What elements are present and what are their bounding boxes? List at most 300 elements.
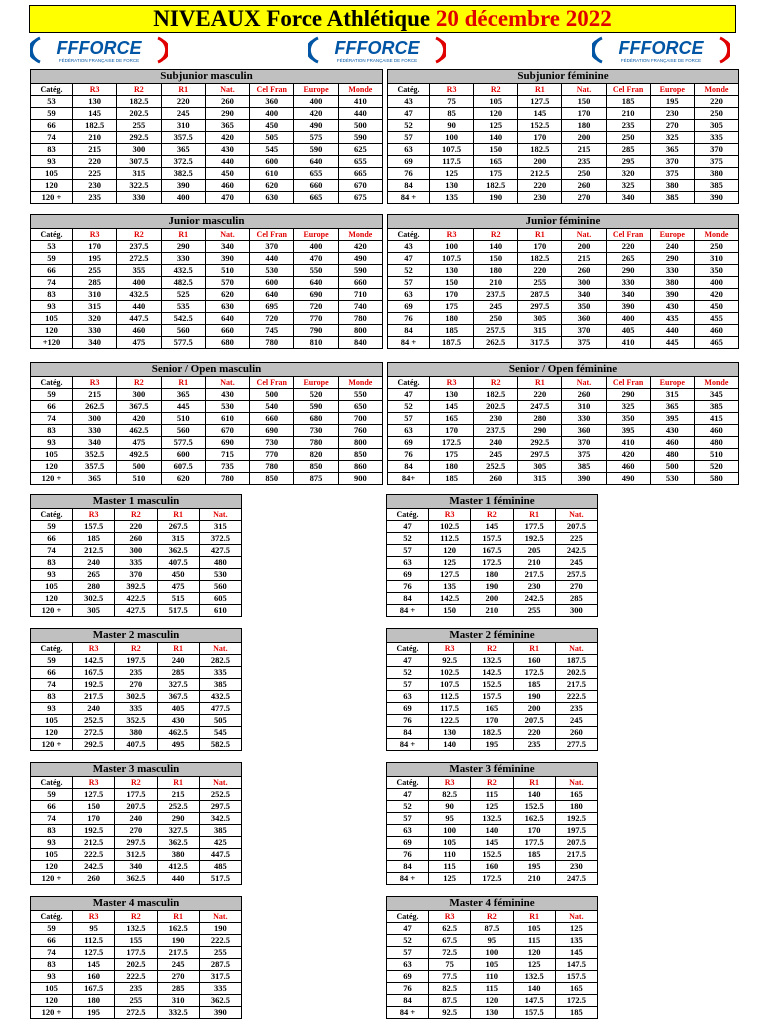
category-cell: 74 [31,813,73,825]
category-cell: 120 [31,861,73,873]
value-cell: 432.5 [117,289,161,301]
value-cell: 150 [474,144,518,156]
value-cell: 370 [562,437,606,449]
value-cell: 270 [157,971,199,983]
logo-name: FFFORCE [334,38,420,58]
table-row [31,861,242,873]
category-cell: 120 + [31,873,73,885]
value-cell: 250 [474,313,518,325]
category-cell: 59 [31,521,73,533]
value-cell: 780 [205,473,249,485]
column-header: Monde [694,84,738,96]
value-cell: 260 [474,473,518,485]
value-cell: 390 [562,473,606,485]
value-cell: 365 [650,401,694,413]
value-cell: 95 [73,923,115,935]
value-cell: 255 [73,265,117,277]
value-cell: 107.5 [429,679,471,691]
table-title: Master 3 féminine [387,763,598,777]
value-cell: 282.5 [199,655,241,667]
column-header: Catég. [31,84,73,96]
value-cell: 222.5 [115,971,157,983]
value-cell: 510 [694,449,738,461]
value-cell: 267.5 [157,521,199,533]
value-cell: 577.5 [161,337,205,349]
value-cell: 172.5 [430,437,474,449]
value-cell: 105 [471,959,513,971]
value-cell: 310 [157,995,199,1007]
value-cell: 202.5 [555,667,597,679]
value-cell: 130 [430,389,474,401]
category-cell: 83 [31,557,73,569]
value-cell: 215 [562,144,606,156]
value-cell: 250 [562,168,606,180]
value-cell: 370 [694,144,738,156]
table-row [31,739,242,751]
value-cell: 315 [117,168,161,180]
value-cell: 407.5 [115,739,157,751]
value-cell: 217.5 [157,947,199,959]
value-cell: 390 [161,180,205,192]
value-cell: 307.5 [117,156,161,168]
value-cell: 185 [555,1007,597,1019]
value-cell: 475 [157,581,199,593]
column-header: Catég. [31,643,73,655]
value-cell: 180 [430,461,474,473]
value-cell: 182.5 [474,180,518,192]
category-cell: 84 [387,995,429,1007]
table-row [388,144,739,156]
value-cell: 605 [199,593,241,605]
value-cell: 205 [513,545,555,557]
category-cell: 47 [387,655,429,667]
table-row [31,401,383,413]
column-header: Catég. [31,911,73,923]
value-cell: 440 [338,108,382,120]
table-title: Senior / Open masculin [31,363,383,377]
value-cell: 237.5 [474,425,518,437]
table-row [388,437,739,449]
table-header-row [31,643,242,655]
value-cell: 290 [518,425,562,437]
value-cell: 590 [294,401,338,413]
table-row [387,703,598,715]
value-cell: 690 [250,425,294,437]
category-cell: 76 [387,715,429,727]
value-cell: 182.5 [117,96,161,108]
category-cell: 47 [387,923,429,935]
category-cell: 76 [388,168,430,180]
value-cell: 177.5 [115,789,157,801]
value-cell: 125 [429,873,471,885]
value-cell: 262.5 [73,401,117,413]
category-cell: 52 [388,120,430,132]
category-cell: 66 [31,265,73,277]
value-cell: 172.5 [471,557,513,569]
value-cell: 250 [694,241,738,253]
value-cell: 460 [606,461,650,473]
value-cell: 695 [250,301,294,313]
column-header: Catég. [387,911,429,923]
column-header: R2 [117,84,161,96]
value-cell: 100 [430,132,474,144]
table-row [387,813,598,825]
value-cell: 810 [294,337,338,349]
value-cell: 310 [73,289,117,301]
value-cell: 655 [294,168,338,180]
value-cell: 152.5 [513,801,555,813]
value-cell: 200 [518,156,562,168]
category-cell: 59 [31,253,73,265]
category-cell: 83 [31,959,73,971]
table-row [388,425,739,437]
value-cell: 372.5 [199,533,241,545]
value-cell: 315 [157,533,199,545]
category-cell: 105 [31,983,73,995]
value-cell: 370 [250,241,294,253]
value-cell: 412.5 [157,861,199,873]
table-row [388,325,739,337]
category-cell: 47 [388,108,430,120]
value-cell: 427.5 [199,545,241,557]
value-cell: 675 [338,192,382,204]
value-cell: 582.5 [199,739,241,751]
value-cell: 192.5 [555,813,597,825]
value-cell: 235 [606,120,650,132]
value-cell: 322.5 [117,180,161,192]
value-cell: 160 [471,861,513,873]
value-cell: 190 [474,192,518,204]
value-cell: 365 [73,473,117,485]
value-cell: 285 [157,667,199,679]
column-header: Monde [338,84,382,96]
table-row [387,947,598,959]
value-cell: 217.5 [555,849,597,861]
column-header: R1 [518,229,562,241]
value-cell: 230 [474,413,518,425]
value-cell: 400 [694,277,738,289]
value-cell: 680 [294,413,338,425]
value-cell: 102.5 [429,667,471,679]
value-cell: 610 [250,168,294,180]
value-cell: 300 [562,277,606,289]
table-row [31,461,383,473]
value-cell: 420 [205,132,249,144]
table-row [31,1007,242,1019]
value-cell: 220 [115,521,157,533]
table-title: Master 4 féminine [387,897,598,911]
table-row [31,923,242,935]
value-cell: 447.5 [199,849,241,861]
value-cell: 297.5 [518,301,562,313]
value-cell: 180 [73,995,115,1007]
value-cell: 285 [555,593,597,605]
column-header: R1 [513,643,555,655]
value-cell: 287.5 [199,959,241,971]
column-header: Cel Fran [606,84,650,96]
value-cell: 390 [205,253,249,265]
value-cell: 780 [294,437,338,449]
column-header: Europe [294,229,338,241]
value-cell: 325 [606,180,650,192]
category-cell: 83 [31,825,73,837]
value-cell: 435 [650,313,694,325]
table-row [31,959,242,971]
value-cell: 157.5 [513,1007,555,1019]
value-cell: 525 [161,289,205,301]
category-cell: 93 [31,703,73,715]
table-row [31,569,242,581]
value-cell: 575 [294,132,338,144]
table-row [31,691,242,703]
value-cell: 142.5 [429,593,471,605]
value-cell: 125 [513,959,555,971]
column-header: Catég. [31,377,73,389]
value-cell: 272.5 [73,727,115,739]
value-cell: 650 [338,401,382,413]
table-title: Master 2 féminine [387,629,598,643]
value-cell: 240 [73,557,115,569]
value-cell: 730 [250,437,294,449]
table-row [387,605,598,617]
category-cell: 120 + [31,473,73,485]
value-cell: 517.5 [199,873,241,885]
value-cell: 62.5 [429,923,471,935]
value-cell: 745 [250,325,294,337]
value-cell: 335 [115,703,157,715]
table-row [388,180,739,192]
value-cell: 245 [474,449,518,461]
value-cell: 400 [606,313,650,325]
value-cell: 352.5 [73,449,117,461]
value-cell: 195 [471,739,513,751]
value-cell: 125 [471,801,513,813]
column-header: R1 [157,509,199,521]
category-cell: 120 [31,727,73,739]
value-cell: 350 [562,301,606,313]
value-cell: 277.5 [555,739,597,751]
table-row [31,180,383,192]
column-header: R3 [429,509,471,521]
category-cell: 47 [388,389,430,401]
value-cell: 142.5 [471,667,513,679]
category-cell: 69 [388,156,430,168]
value-cell: 492.5 [117,449,161,461]
value-cell: 400 [250,108,294,120]
value-cell: 730 [294,425,338,437]
table-row [388,156,739,168]
value-cell: 200 [562,241,606,253]
column-header: Europe [650,229,694,241]
value-cell: 560 [161,425,205,437]
value-cell: 390 [199,1007,241,1019]
value-cell: 112.5 [429,691,471,703]
value-cell: 535 [161,301,205,313]
category-cell: 105 [31,581,73,593]
value-cell: 145 [430,401,474,413]
column-header: Nat. [199,777,241,789]
value-cell: 202.5 [115,959,157,971]
column-header: R1 [513,509,555,521]
value-cell: 180 [474,265,518,277]
table-row [31,837,242,849]
logo-name: FFFORCE [56,38,142,58]
value-cell: 200 [471,593,513,605]
value-cell: 242.5 [513,593,555,605]
value-cell: 235 [555,703,597,715]
column-header: Nat. [555,911,597,923]
category-cell: 66 [31,120,73,132]
value-cell: 252.5 [157,801,199,813]
value-cell: 287.5 [518,289,562,301]
table-row [31,727,242,739]
value-cell: 132.5 [471,813,513,825]
value-cell: 195 [513,861,555,873]
value-cell: 237.5 [474,289,518,301]
table-row [31,120,383,132]
category-cell: 66 [31,667,73,679]
category-cell: +120 [31,337,73,349]
value-cell: 260 [205,96,249,108]
category-cell: 84 [388,325,430,337]
value-cell: 380 [694,168,738,180]
value-cell: 105 [429,837,471,849]
value-cell: 145 [555,947,597,959]
value-cell: 370 [562,325,606,337]
value-cell: 115 [471,789,513,801]
table-row [387,581,598,593]
value-cell: 432.5 [161,265,205,277]
value-cell: 327.5 [157,679,199,691]
category-cell: 63 [388,425,430,437]
value-cell: 220 [161,96,205,108]
value-cell: 190 [513,691,555,703]
value-cell: 145 [471,521,513,533]
table-row [387,727,598,739]
table-row [388,301,739,313]
table-row [387,789,598,801]
value-cell: 440 [117,301,161,313]
value-cell: 185 [73,533,115,545]
category-cell: 84 [388,180,430,192]
value-cell: 580 [694,473,738,485]
value-cell: 317.5 [518,337,562,349]
category-cell: 83 [31,425,73,437]
column-header: R3 [73,777,115,789]
value-cell: 517.5 [157,605,199,617]
category-cell: 59 [31,108,73,120]
value-cell: 430 [205,389,249,401]
value-cell: 380 [650,277,694,289]
table-header-row [388,84,739,96]
value-cell: 195 [73,1007,115,1019]
value-cell: 340 [73,337,117,349]
column-header: Nat. [562,377,606,389]
value-cell: 260 [73,873,115,885]
value-cell: 297.5 [115,837,157,849]
category-cell: 57 [387,813,429,825]
value-cell: 382.5 [161,168,205,180]
value-cell: 220 [518,265,562,277]
column-header: Europe [294,377,338,389]
category-cell: 105 [31,715,73,727]
table-row [388,337,739,349]
value-cell: 117.5 [430,156,474,168]
table-title: Master 2 masculin [31,629,242,643]
value-cell: 740 [338,301,382,313]
table-row [31,983,242,995]
category-cell: 93 [31,837,73,849]
value-cell: 400 [294,241,338,253]
value-cell: 510 [205,265,249,277]
column-header: Europe [650,84,694,96]
table-row [31,389,383,401]
category-cell: 47 [387,789,429,801]
value-cell: 477.5 [199,703,241,715]
value-cell: 182.5 [73,120,117,132]
value-cell: 135 [429,581,471,593]
table-row [387,861,598,873]
value-cell: 165 [430,413,474,425]
value-cell: 150 [430,277,474,289]
value-cell: 130 [73,96,117,108]
value-cell: 332.5 [157,1007,199,1019]
value-cell: 800 [338,437,382,449]
value-cell: 145 [73,108,117,120]
column-header: Monde [694,377,738,389]
value-cell: 445 [650,337,694,349]
value-cell: 302.5 [115,691,157,703]
value-cell: 185 [513,679,555,691]
table-row [387,923,598,935]
category-cell: 74 [31,545,73,557]
category-cell: 57 [387,947,429,959]
value-cell: 220 [518,180,562,192]
table-row [387,935,598,947]
table-row [387,533,598,545]
value-cell: 165 [471,703,513,715]
value-cell: 72.5 [429,947,471,959]
value-cell: 490 [294,120,338,132]
value-cell: 640 [294,277,338,289]
table-row [31,825,242,837]
table-row [387,801,598,813]
value-cell: 240 [157,655,199,667]
value-cell: 480 [694,437,738,449]
value-cell: 170 [562,108,606,120]
levels-table [386,628,598,751]
value-cell: 330 [562,413,606,425]
value-cell: 245 [555,557,597,569]
column-header: Cel Fran [250,84,294,96]
value-cell: 207.5 [555,837,597,849]
column-header: Catég. [388,377,430,389]
value-cell: 135 [430,192,474,204]
value-cell: 770 [250,449,294,461]
value-cell: 362.5 [199,995,241,1007]
table-row [31,132,383,144]
value-cell: 230 [513,581,555,593]
value-cell: 317.5 [199,971,241,983]
category-cell: 76 [388,449,430,461]
value-cell: 450 [250,120,294,132]
value-cell: 420 [294,108,338,120]
category-cell: 69 [387,971,429,983]
value-cell: 360 [562,313,606,325]
value-cell: 470 [294,253,338,265]
value-cell: 780 [338,313,382,325]
value-cell: 270 [115,825,157,837]
